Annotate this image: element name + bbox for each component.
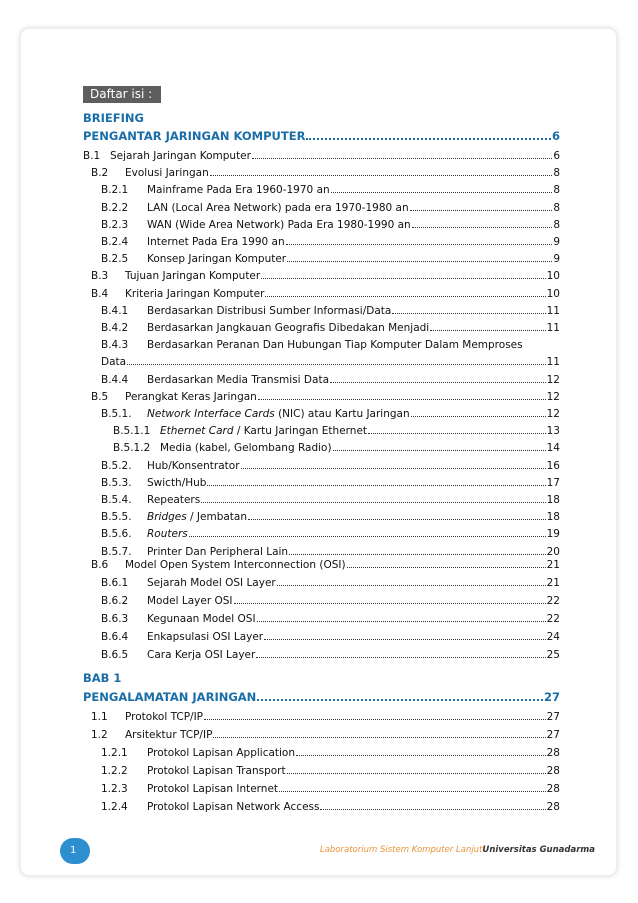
chapter-page: 27 xyxy=(543,690,560,704)
footer-university: Universitas Gunadarma xyxy=(482,845,595,855)
entry-page: 19 xyxy=(546,528,560,541)
entry-number: B.6.5 xyxy=(101,649,129,661)
entry-title: Protokol Lapisan Network Access xyxy=(147,801,320,813)
briefing-entry-row[interactable] xyxy=(147,372,560,388)
dot-leader xyxy=(289,544,546,555)
briefing-entry-row[interactable] xyxy=(147,337,523,353)
entry-title: Internet Pada Era 1990 an xyxy=(147,236,285,248)
dot-leader xyxy=(265,286,545,297)
dot-leader xyxy=(411,406,546,417)
briefing-entry-row[interactable] xyxy=(160,423,560,439)
entry-title: Arsitektur TCP/IP xyxy=(125,729,213,741)
entry-title: Evolusi Jaringan xyxy=(125,167,209,180)
bab1-entry-row[interactable] xyxy=(147,781,560,797)
chapter-title: PENGANTAR JARINGAN KOMPUTER xyxy=(83,129,306,143)
toc-label: Daftar isi : xyxy=(83,86,161,103)
entry-page: 10 xyxy=(546,270,560,283)
entry-page: 16 xyxy=(546,459,560,472)
entry-title: LAN (Local Area Network) pada era 1970-1980 an xyxy=(147,201,409,214)
entry-page: 8 xyxy=(553,184,560,197)
entry-number: B.2 xyxy=(91,167,109,180)
dot-leader xyxy=(430,320,545,331)
entry-title-italic: Ethernet Card xyxy=(160,425,234,438)
entry-title: Model Open System Interconnection (OSI) xyxy=(125,559,346,571)
entry-title: Repeaters xyxy=(147,494,201,506)
briefing-entry-row[interactable] xyxy=(160,440,560,456)
entry-number: B.5.4. xyxy=(101,494,132,506)
briefing-entry-row[interactable] xyxy=(125,557,560,573)
entry-title: Bridges / Jembatan xyxy=(147,511,248,524)
briefing-entry-row[interactable] xyxy=(125,268,560,284)
entry-page: 11 xyxy=(546,322,560,334)
briefing-entry-row[interactable] xyxy=(147,303,560,319)
entry-page: 25 xyxy=(546,649,560,661)
dot-leader xyxy=(320,799,545,810)
entry-page: 27 xyxy=(546,729,560,741)
briefing-entry-row[interactable] xyxy=(101,354,560,370)
dot-leader xyxy=(286,234,553,245)
entry-page: 12 xyxy=(546,390,560,403)
entry-page: 28 xyxy=(546,801,560,813)
entry-number: B.5.1.2 xyxy=(113,442,151,455)
bab1-label: BAB 1 xyxy=(83,671,122,685)
briefing-entry-row[interactable] xyxy=(147,234,560,250)
entry-title: Kegunaan Model OSI xyxy=(147,613,256,625)
dot-leader xyxy=(210,165,553,176)
dot-leader xyxy=(347,557,546,568)
entry-title: Enkapsulasi OSI Layer xyxy=(147,631,264,643)
entry-title: Berdasarkan Distribusi Sumber Informasi/Data xyxy=(147,304,392,317)
dot-leader xyxy=(296,745,546,756)
entry-number: B.5.2. xyxy=(101,459,132,472)
entry-title: Network Interface Cards (NIC) atau Kartu Jaringan xyxy=(147,408,410,420)
dot-leader xyxy=(277,575,546,586)
dot-leader xyxy=(306,128,551,140)
entry-title: Tujuan Jaringan Komputer xyxy=(125,270,261,283)
entry-title: Swicth/Hub xyxy=(147,476,207,489)
entry-title: Berdasarkan Jangkauan Geografis Dibedakan Menjadi xyxy=(147,322,430,334)
bab1-entry-row[interactable] xyxy=(147,763,560,779)
entry-page: 27 xyxy=(546,711,560,723)
entry-page: 11 xyxy=(546,356,560,369)
dot-leader xyxy=(257,689,543,701)
entry-title: Data xyxy=(101,356,127,369)
entry-number: B.2.3 xyxy=(101,218,129,231)
entry-number: 1.2.4 xyxy=(101,801,128,813)
entry-page: 28 xyxy=(546,765,560,777)
entry-number: 1.2 xyxy=(91,729,108,741)
entry-title: WAN (Wide Area Network) Pada Era 1980-1990 an xyxy=(147,218,411,231)
entry-page: 24 xyxy=(546,631,560,643)
entry-number: 1.2.1 xyxy=(101,747,128,759)
briefing-entry-row[interactable] xyxy=(147,492,560,508)
dot-leader xyxy=(257,611,546,622)
entry-title-italic: Network Interface Cards xyxy=(147,408,275,420)
briefing-entry-row[interactable] xyxy=(110,148,560,164)
dot-leader xyxy=(256,647,545,658)
entry-title-italic: Bridges xyxy=(147,511,187,524)
entry-page: 18 xyxy=(546,494,560,506)
dot-leader xyxy=(201,492,545,503)
entry-page: 8 xyxy=(553,201,560,214)
chapter-row-bab1[interactable] xyxy=(83,689,560,705)
dot-leader xyxy=(234,593,546,604)
dot-leader xyxy=(412,217,553,228)
briefing-entry-row[interactable] xyxy=(147,475,560,491)
entry-title: Hub/Konsentrator xyxy=(147,459,240,472)
briefing-label: BRIEFING xyxy=(83,111,144,125)
entry-number: B.5.3. xyxy=(101,476,132,489)
chapter-row-briefing[interactable] xyxy=(83,128,560,144)
bab1-entry-row[interactable] xyxy=(147,799,560,815)
dot-leader xyxy=(207,475,545,486)
entry-number: B.1 xyxy=(83,150,101,162)
entry-title: Perangkat Keras Jaringan xyxy=(125,390,257,403)
entry-number: B.6.4 xyxy=(101,631,129,643)
entry-number: B.2.5 xyxy=(101,253,129,266)
entry-number: B.2.2 xyxy=(101,201,129,214)
entry-title: Sejarah Model OSI Layer xyxy=(147,577,276,589)
entry-number: B.4.3 xyxy=(101,339,129,352)
dot-leader xyxy=(264,629,545,640)
entry-title: Ethernet Card / Kartu Jaringan Ethernet xyxy=(160,425,368,438)
entry-page: 21 xyxy=(546,577,560,589)
entry-title: Media (kabel, Gelombang Radio) xyxy=(160,442,332,455)
entry-page: 8 xyxy=(553,218,560,231)
entry-page: 17 xyxy=(546,476,560,489)
briefing-entry-row[interactable] xyxy=(147,217,560,233)
entry-number: B.6.2 xyxy=(101,595,129,607)
entry-title: Kriteria Jaringan Komputer xyxy=(125,287,265,300)
entry-title: Konsep Jaringan Komputer xyxy=(147,253,287,266)
entry-title: Protokol Lapisan Application xyxy=(147,747,296,759)
entry-number: 1.1 xyxy=(91,711,108,723)
briefing-entry-row[interactable] xyxy=(147,200,560,216)
entry-title-italic: Routers xyxy=(147,528,188,541)
entry-page: 12 xyxy=(546,408,560,420)
entry-number: B.4.1 xyxy=(101,304,129,317)
briefing-entry-row[interactable] xyxy=(147,647,560,663)
entry-page: 22 xyxy=(546,595,560,607)
entry-page: 28 xyxy=(546,747,560,759)
entry-page: 13 xyxy=(546,425,560,438)
entry-page: 8 xyxy=(553,167,560,180)
dot-leader xyxy=(287,763,546,774)
dot-leader xyxy=(241,458,546,469)
entry-number: B.5.1. xyxy=(101,408,132,420)
entry-number: B.6.3 xyxy=(101,613,129,625)
entry-title: Cara Kerja OSI Layer xyxy=(147,649,256,661)
entry-number: B.6 xyxy=(91,559,109,571)
entry-title: Protokol Lapisan Transport xyxy=(147,765,286,777)
bab1-entry-row[interactable] xyxy=(147,745,560,761)
dot-leader xyxy=(331,182,553,193)
dot-leader xyxy=(204,709,546,720)
dot-leader xyxy=(330,372,546,383)
footer-credit xyxy=(320,845,595,855)
chapter-page: 6 xyxy=(551,129,560,143)
entry-page: 6 xyxy=(553,150,560,162)
entry-number: 1.2.3 xyxy=(101,783,128,795)
chapter-title: PENGALAMATAN JARINGAN xyxy=(83,690,257,704)
entry-number: B.5.5. xyxy=(101,511,132,524)
entry-number: B.2.1 xyxy=(101,184,129,197)
entry-page: 18 xyxy=(546,511,560,524)
dot-leader xyxy=(248,509,546,520)
entry-page: 12 xyxy=(546,373,560,386)
briefing-entry-row[interactable] xyxy=(147,458,560,474)
dot-leader xyxy=(333,440,546,451)
briefing-entry-row[interactable] xyxy=(147,629,560,645)
briefing-entry-row[interactable] xyxy=(147,575,560,591)
dot-leader xyxy=(213,727,545,738)
briefing-entry-row[interactable] xyxy=(125,165,560,181)
entry-number: B.4 xyxy=(91,287,109,300)
briefing-entry-row[interactable] xyxy=(147,593,560,609)
entry-number: B.4.2 xyxy=(101,322,129,334)
entry-number: B.5.7. xyxy=(101,545,132,558)
briefing-entry-row[interactable] xyxy=(147,182,560,198)
entry-page: 9 xyxy=(553,236,560,248)
briefing-entry-row[interactable] xyxy=(147,526,560,542)
entry-page: 14 xyxy=(546,442,560,455)
entry-title: Protokol Lapisan Internet xyxy=(147,783,279,795)
entry-number: B.5.1.1 xyxy=(113,425,151,438)
briefing-entry-row[interactable] xyxy=(125,389,560,405)
entry-page: 10 xyxy=(546,287,560,300)
dot-leader xyxy=(189,526,546,537)
dot-leader xyxy=(252,148,552,159)
entry-title: Printer Dan Peripheral Lain xyxy=(147,545,289,558)
entry-title: Mainframe Pada Era 1960-1970 an xyxy=(147,184,330,197)
briefing-entry-row[interactable] xyxy=(147,611,560,627)
entry-number: 1.2.2 xyxy=(101,765,128,777)
briefing-entry-row[interactable] xyxy=(147,406,560,422)
entry-number: B.4.4 xyxy=(101,373,129,386)
entry-page: 28 xyxy=(546,783,560,795)
entry-title: Model Layer OSI xyxy=(147,595,233,607)
dot-leader xyxy=(392,303,545,314)
dot-leader xyxy=(368,423,546,434)
page-number-badge: 1 xyxy=(60,838,90,864)
briefing-entry-row[interactable] xyxy=(147,509,560,525)
entry-page: 21 xyxy=(546,559,560,571)
entry-number: B.6.1 xyxy=(101,577,129,589)
entry-title: Berdasarkan Peranan Dan Hubungan Tiap Komputer Dalam Memproses xyxy=(147,339,523,352)
dot-leader xyxy=(261,268,545,279)
briefing-entry-row[interactable] xyxy=(147,320,560,336)
footer-lab: Laboratorium Sistem Komputer Lanjut xyxy=(319,845,483,855)
entry-title: Protokol TCP/IP xyxy=(125,711,204,723)
entry-number: B.3 xyxy=(91,270,109,283)
dot-leader xyxy=(410,200,553,211)
entry-number: B.5 xyxy=(91,390,109,403)
entry-title: Berdasarkan Media Transmisi Data xyxy=(147,373,330,386)
entry-number: B.2.4 xyxy=(101,236,129,248)
bab1-entry-row[interactable] xyxy=(125,709,560,725)
entry-title: Sejarah Jaringan Komputer xyxy=(110,150,251,162)
dot-leader xyxy=(287,251,552,262)
briefing-entry-row[interactable] xyxy=(147,251,560,267)
entry-page: 20 xyxy=(546,545,560,558)
dot-leader xyxy=(279,781,546,792)
entry-page: 11 xyxy=(546,304,560,317)
dot-leader xyxy=(258,389,546,400)
entry-page: 9 xyxy=(553,253,560,266)
dot-leader xyxy=(127,354,546,365)
entry-title xyxy=(147,526,188,542)
bab1-entry-row[interactable] xyxy=(125,727,560,743)
entry-number: B.5.6. xyxy=(101,528,132,541)
briefing-entry-row[interactable] xyxy=(125,286,560,302)
entry-page: 22 xyxy=(546,613,560,625)
